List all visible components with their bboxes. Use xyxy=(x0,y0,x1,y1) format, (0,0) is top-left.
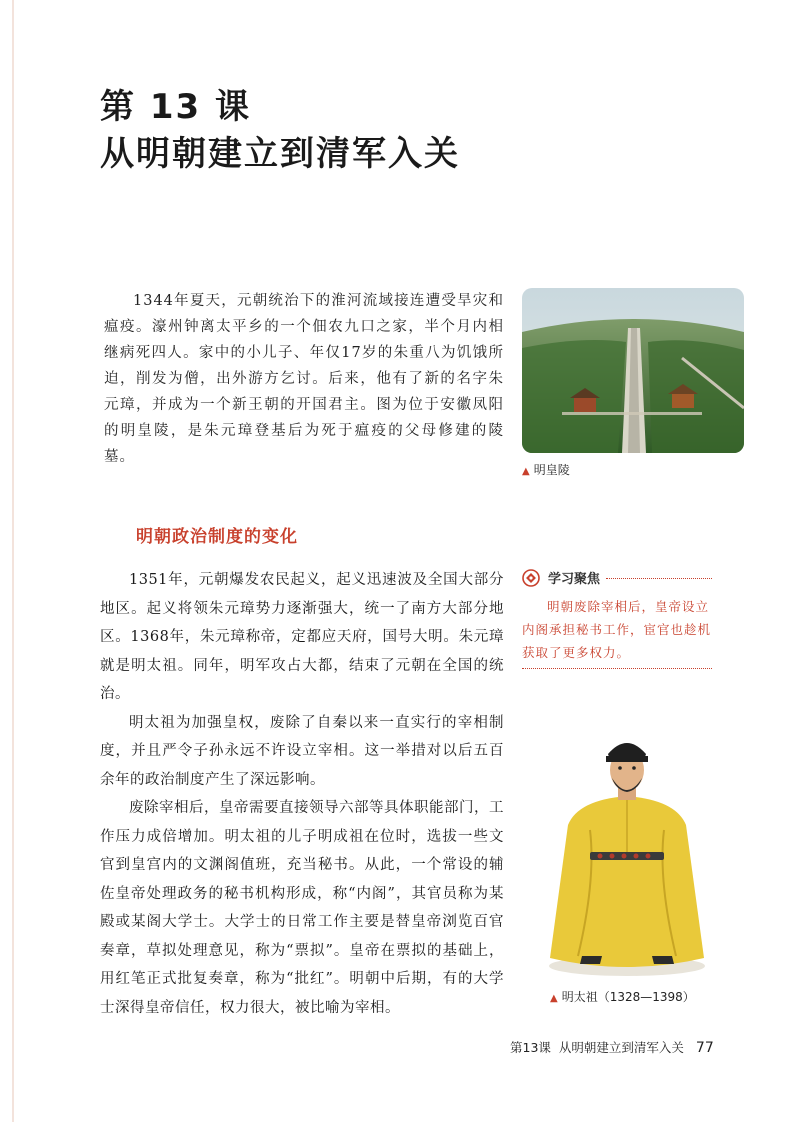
body-paragraph: 明太祖为加强皇权，废除了自秦以来一直实行的宰相制度，并且严令子孙永远不许设立宰相。这一举措对以后五百余年的政治制度产生了深远影响。 xyxy=(100,714,504,788)
page-footer xyxy=(510,1038,714,1056)
study-focus-box xyxy=(522,568,712,669)
body-paragraph: 1351年，元朝爆发农民起义，起义迅速波及全国大部分地区。起义将领朱元璋势力逐渐强大，统一了南方大部分地区。1368年，朱元璋称帝，定都应天府，国号大明。朱元璋就是明太祖。同年，明军攻占大都，结束了元朝在全国的统治。 xyxy=(100,572,504,702)
study-focus-text: 明朝废除宰相后，皇帝设立内阁承担秘书工作，宦官也趁机获取了更多权力。 xyxy=(522,599,712,660)
caption-triangle-icon: ▲ xyxy=(550,993,558,1004)
intro-paragraph: 1344年夏天，元朝统治下的淮河流域接连遭受旱灾和瘟疫。濠州钟离太平乡的一个佃农九口之家，半个月内相继病死四人。家中的小儿子、年仅17岁的朱重八为饥饿所迫，削发为僧，出外游方乞讨。后来，他有了新的名字朱元璋，并成为一个新王朝的开国君主。图为位于安徽凤阳的明皇陵，是朱元璋登基后为死于瘟疫的父母修建的陵墓。 xyxy=(104,293,504,465)
focus-bottom-divider xyxy=(522,668,712,669)
body-paragraph: 废除宰相后，皇帝需要直接领导六部等具体职能部门，工作压力成倍增加。明太祖的儿子明成祖在位时，选拔一些文官到皇宫内的文渊阁值班，充当秘书。从此，一个常设的辅佐皇帝处理政务的秘书机构形成，称“内阁”，其官员称为某殿或某阁大学士。大学士的日常工作主要是替皇帝浏览百官奏章，草拟处理意见，称为“票拟”。皇帝在票拟的基础上，用红笔正式批复奏章，称为“批红”。明朝中后期，有的大学士深得皇帝信任，权力很大，被比喻为宰相。 xyxy=(100,800,504,1016)
study-focus-title: 学习聚焦 xyxy=(548,572,601,587)
lesson-number: 第 13 课 xyxy=(100,87,251,127)
section-body xyxy=(100,566,504,1022)
footer-lesson-label: 第13课 xyxy=(510,1040,551,1055)
section-heading: 明朝政治制度的变化 xyxy=(136,527,298,547)
ming-tomb-caption: ▲ 明皇陵 xyxy=(522,463,570,477)
study-focus-header xyxy=(522,568,712,587)
lesson-title: 从明朝建立到清军入关 xyxy=(100,134,460,174)
ming-tomb-photo xyxy=(522,288,744,453)
lesson-title-block xyxy=(100,84,460,178)
page-number: 77 xyxy=(695,1040,714,1056)
caption-triangle-icon: ▲ xyxy=(522,466,530,477)
ming-taizu-caption: ▲ 明太祖（1328—1398） xyxy=(550,990,695,1004)
footer-lesson-title: 从明朝建立到清军入关 xyxy=(558,1040,684,1055)
focus-target-icon xyxy=(522,569,540,587)
ming-taizu-portrait xyxy=(538,730,716,980)
focus-divider xyxy=(606,578,712,579)
page-margin-rule xyxy=(12,0,14,1122)
